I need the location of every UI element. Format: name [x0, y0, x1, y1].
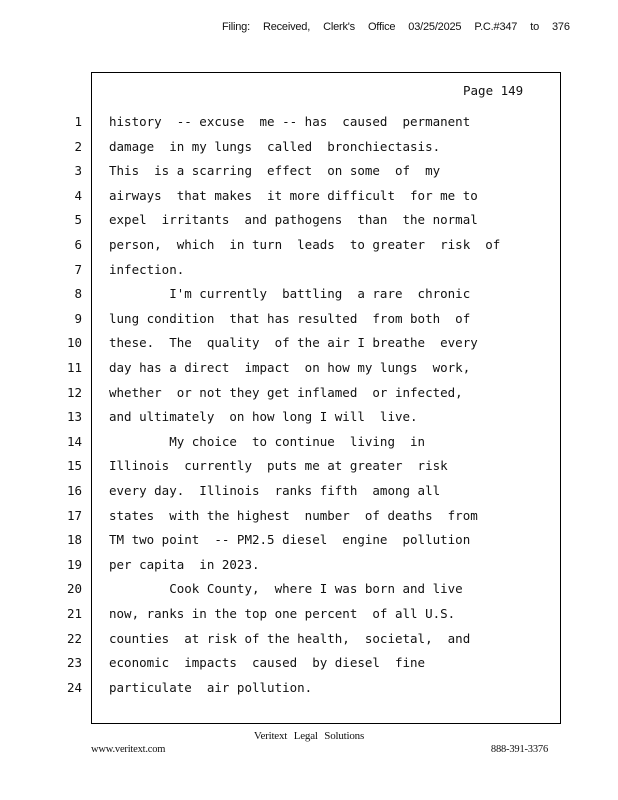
line-text: TM two point -- PM2.5 diesel engine pollution: [109, 532, 471, 548]
line-text: economic impacts caused by diesel fine: [109, 655, 426, 671]
line-text: infection.: [109, 261, 185, 277]
total-pages: 376: [552, 21, 570, 33]
filing-label: Filing:: [222, 21, 250, 33]
footer-website: www.veritext.com: [91, 744, 166, 755]
page-number: Page 149: [463, 83, 524, 98]
line-number: 18: [66, 532, 82, 548]
line-text: history -- excuse me -- has caused permanent: [109, 114, 471, 129]
line-text: This is a scarring effect on some of my: [109, 163, 441, 179]
filing-date: 03/25/2025: [408, 21, 462, 33]
line-number: 22: [66, 630, 82, 646]
line-number: 5: [74, 212, 82, 228]
line-text: lung condition that has resulted from both of: [109, 310, 471, 326]
line-number: 13: [66, 409, 82, 425]
line-number: 24: [66, 679, 82, 695]
line-text: damage in my lungs called bronchiectasis.: [109, 138, 441, 154]
line-number: 23: [66, 655, 82, 671]
line-number: 6: [74, 237, 82, 252]
line-text: I'm currently battling a rare chronic: [109, 286, 471, 302]
footer-company: Veritext Legal Solutions: [253, 730, 365, 742]
line-number: 15: [66, 458, 82, 474]
line-text: airways that makes it more difficult for me to: [109, 187, 478, 203]
line-number: 19: [66, 556, 82, 572]
office-label: Office: [367, 21, 396, 33]
line-text: person, which in turn leads to greater risk of: [109, 237, 501, 252]
line-number: 12: [66, 384, 82, 400]
line-text: these. The quality of the air I breathe every: [109, 335, 478, 351]
received-label: Received,: [262, 21, 311, 33]
line-number: 14: [66, 433, 82, 449]
line-number: 8: [74, 286, 82, 302]
line-number: 4: [74, 187, 82, 203]
line-number: 20: [66, 581, 82, 597]
line-text: Illinois currently puts me at greater risk: [109, 458, 448, 474]
line-text: now, ranks in the top one percent of all U.S.: [109, 606, 456, 621]
line-text: day has a direct impact on how my lungs work,: [109, 360, 471, 375]
line-text: counties at risk of the health, societal, and: [109, 630, 471, 646]
line-number: 9: [74, 310, 82, 326]
footer-phone: 888-391-3376: [490, 744, 548, 755]
line-text: per capita in 2023.: [109, 556, 260, 572]
line-number: 21: [66, 606, 82, 621]
line-number: 16: [66, 483, 82, 498]
line-number: 1: [74, 114, 82, 129]
line-text: Cook County, where I was born and live: [109, 581, 463, 597]
line-text: particulate air pollution.: [109, 679, 313, 695]
line-number: 11: [66, 360, 82, 375]
line-number: 17: [66, 507, 82, 523]
to-label: to: [530, 21, 539, 33]
clerks-label: Clerk's: [323, 21, 355, 33]
filing-header: [222, 21, 570, 33]
line-text: every day. Illinois ranks fifth among all: [109, 483, 441, 498]
line-text: expel irritants and pathogens than the normal: [109, 212, 478, 228]
line-text: whether or not they get inflamed or infected,: [109, 384, 463, 400]
line-number: 10: [66, 335, 82, 351]
pc-number: P.C.#347: [474, 21, 518, 33]
line-text: and ultimately on how long I will live.: [109, 409, 418, 425]
line-number: 7: [74, 261, 82, 277]
line-text: My choice to continue living in: [109, 433, 426, 449]
line-number: 3: [74, 163, 82, 179]
line-text: states with the highest number of deaths from: [109, 507, 478, 523]
line-number: 2: [74, 138, 82, 154]
